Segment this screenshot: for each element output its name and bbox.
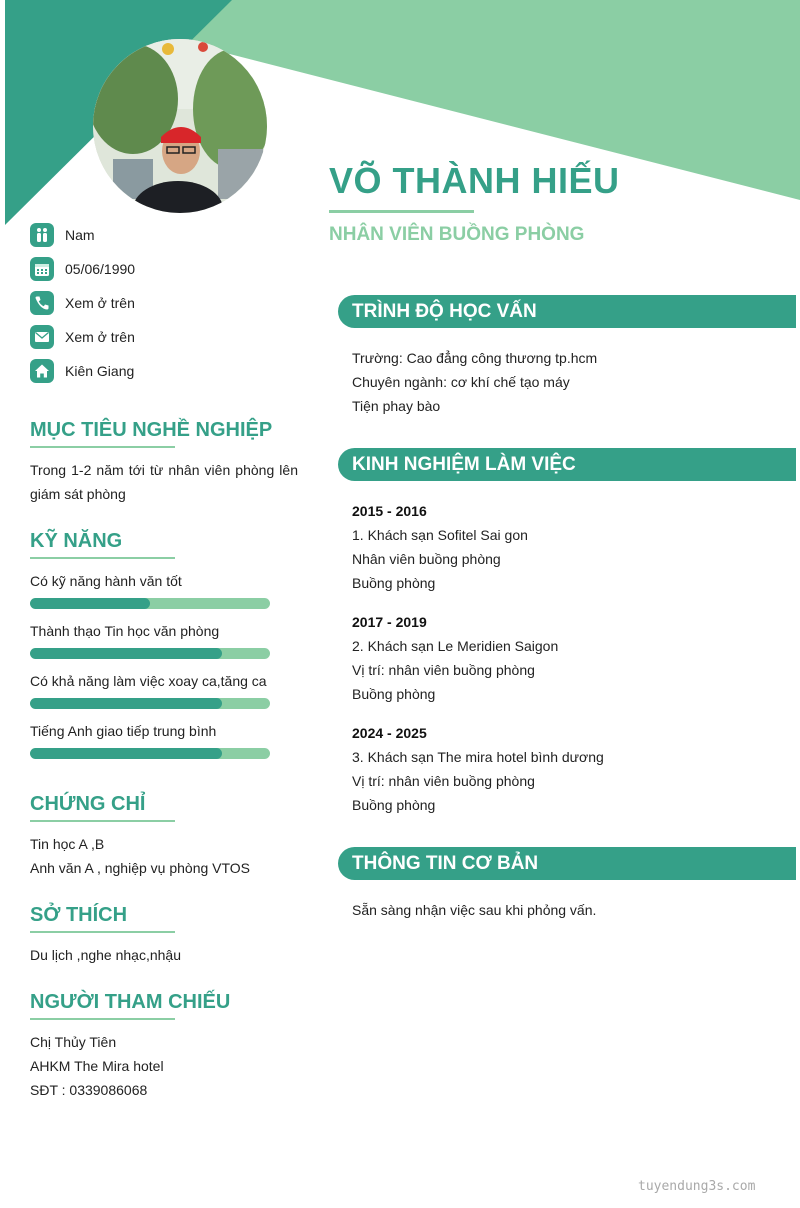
certificate-item: Tin học A ,B [30,836,105,852]
skill-bar-fill [30,598,150,609]
certificates-title: CHỨNG CHỈ [30,793,146,815]
reference-item: SĐT : 0339086068 [30,1082,148,1098]
experience-position: Vị trí: nhân viên buồng phòng [352,773,535,789]
education-line: Trường: Cao đẳng công thương tp.hcm [352,350,598,366]
hobbies-divider [30,931,175,933]
basic-info-text: Sẵn sàng nhận việc sau khi phỏng vấn. [352,902,597,918]
skill-bar-fill [30,648,222,659]
references-divider [30,1018,175,1020]
career-objective-divider [30,446,175,448]
skills-divider [30,557,175,559]
skill-bar [30,648,270,659]
experience-position: Nhân viên buồng phòng [352,551,501,567]
phone-icon [30,291,54,315]
skills-title: KỸ NĂNG [30,530,123,552]
references-title: NGƯỜI THAM CHIẾU [30,991,231,1013]
education-header [338,295,796,328]
education-line: Chuyên ngành: cơ khí chế tạo máy [352,374,570,390]
reference-item: Chị Thủy Tiên [30,1034,117,1050]
experience-period: 2017 - 2019 [352,614,427,630]
skill-bar-fill [30,748,222,759]
certificate-item: Anh văn A , nghiệp vụ phòng VTOS [30,860,251,876]
info-birthdate [30,257,135,281]
experience-header [338,448,796,481]
education-line: Tiện phay bào [352,398,441,414]
skill-label: Có kỹ năng hành văn tốt [30,573,182,589]
calendar-icon [30,257,54,281]
address-value: Kiên Giang [65,363,135,379]
phone-value: Xem ở trên [65,295,135,311]
basic-info-title: THÔNG TIN CƠ BẢN [352,852,539,874]
experience-company: 1. Khách sạn Sofitel Sai gon [352,527,528,543]
skill-bar [30,748,270,759]
reference-item: AHKM The Mira hotel [30,1058,164,1074]
experience-department: Buồng phòng [352,575,436,591]
hobbies-title: SỞ THÍCH [30,904,128,926]
skill-bar [30,698,270,709]
experience-company: 3. Khách sạn The mira hotel bình dương [352,749,604,765]
skill-bar-fill [30,698,222,709]
experience-period: 2024 - 2025 [352,725,427,741]
email-value: Xem ở trên [65,329,135,345]
info-email [30,325,135,349]
experience-title: KINH NGHIỆM LÀM VIỆC [352,453,576,475]
certificates-divider [30,820,175,822]
candidate-name: VÕ THÀNH HIẾU [329,160,620,201]
experience-period: 2015 - 2016 [352,503,427,519]
skill-bar [30,598,270,609]
home-icon [30,359,54,383]
profile-photo [93,39,267,213]
skill-label: Tiếng Anh giao tiếp trung bình [30,723,217,739]
name-divider [329,210,474,213]
skill-label: Thành thạo Tin học văn phòng [30,623,220,639]
experience-department: Buồng phòng [352,797,436,813]
hobbies-text: Du lịch ,nghe nhạc,nhậu [30,947,181,963]
experience-company: 2. Khách sạn Le Meridien Saigon [352,638,559,654]
skill-label: Có khả năng làm việc xoay ca,tăng ca [30,673,267,689]
watermark: tuyendung3s.com [638,1179,756,1194]
basic-info-header [338,847,796,880]
birthdate-value: 05/06/1990 [65,261,136,277]
career-objective-text: Trong 1-2 năm tới từ nhân viên phòng lên giám sát phòng [30,462,298,502]
gender-icon [30,223,54,247]
info-gender [30,223,95,247]
career-objective-title: MỤC TIÊU NGHỀ NGHIỆP [30,419,273,441]
education-title: TRÌNH ĐỘ HỌC VẤN [352,300,537,322]
experience-department: Buồng phòng [352,686,436,702]
info-phone [30,291,135,315]
experience-position: Vị trí: nhân viên buồng phòng [352,662,535,678]
mail-icon [30,325,54,349]
job-title: NHÂN VIÊN BUỒNG PHÒNG [329,224,585,245]
gender-value: Nam [65,227,95,243]
info-address [30,359,134,383]
